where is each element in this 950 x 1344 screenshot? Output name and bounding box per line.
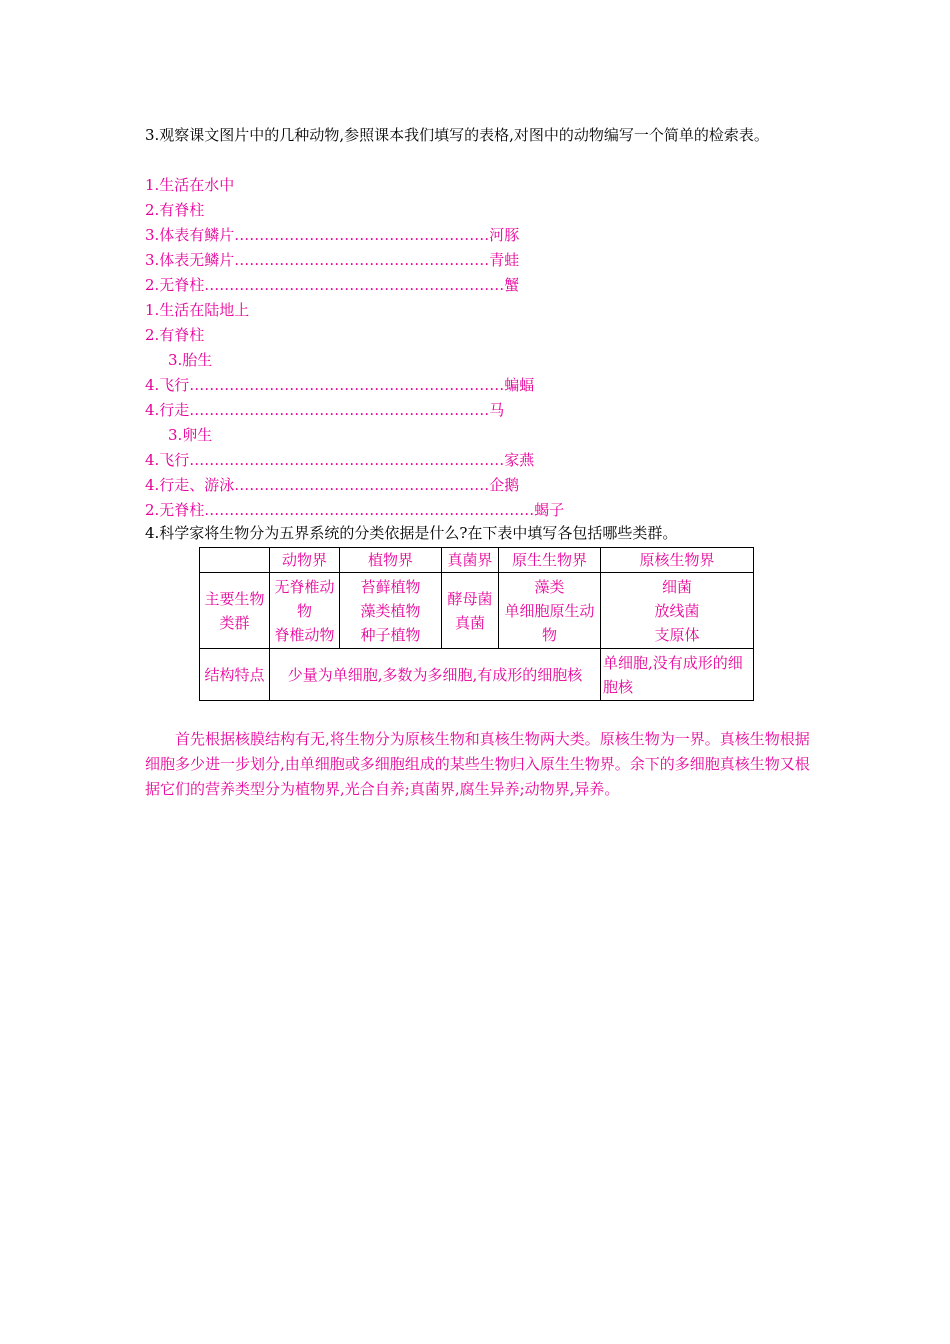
corner-cell <box>200 548 270 573</box>
key-line: 3.体表有鳞片……………………………………………河豚 <box>145 226 520 244</box>
key-line: 4.行走……………………………………………………马 <box>145 401 505 419</box>
key-line: 3.胎生 <box>168 351 213 369</box>
key-line: 2.有脊柱 <box>145 326 205 344</box>
cell-eukaryote-structure: 少量为单细胞,多数为多细胞,有成形的细胞核 <box>270 649 601 701</box>
key-line: 2.无脊柱…………………………………………………………蝎子 <box>145 501 565 519</box>
header-monera: 原核生物界 <box>601 548 754 573</box>
five-kingdom-table <box>199 547 754 701</box>
key-line: 1.生活在陆地上 <box>145 301 250 319</box>
key-line: 4.飞行………………………………………………………家燕 <box>145 451 535 469</box>
header-plant: 植物界 <box>340 548 442 573</box>
key-line: 4.飞行………………………………………………………蝙蝠 <box>145 376 535 394</box>
cell-protista-groups: 藻类 单细胞原生动物 <box>499 573 601 649</box>
question-3: 3.观察课文图片中的几种动物,参照课本我们填写的表格,对图中的动物编写一个简单的检索表。 <box>145 126 769 144</box>
cell-plant-groups: 苔藓植物 藻类植物 种子植物 <box>340 573 442 649</box>
key-line: 2.有脊柱 <box>145 201 205 219</box>
dichotomous-key <box>145 173 564 523</box>
cell-fungi-groups: 酵母菌 真菌 <box>442 573 499 649</box>
cell-monera-groups: 细菌 放线菌 支原体 <box>601 573 754 649</box>
key-line: 3.体表无鳞片……………………………………………青蛙 <box>145 251 520 269</box>
key-line: 2.无脊柱……………………………………………………蟹 <box>145 276 520 294</box>
answer-paragraph: 首先根据核膜结构有无,将生物分为原核生物和真核生物两大类。原核生物为一界。真核生物根据细胞多少进一步划分,由单细胞或多细胞组成的某些生物归入原生生物界。余下的多细胞真核生物又根据它们的营养类型分为植物界,光合自养;真菌界,腐生异养;动物界,异养。 <box>145 730 810 798</box>
key-line: 4.行走、游泳……………………………………………企鹅 <box>145 476 520 494</box>
cell-animal-groups: 无脊椎动物 脊椎动物 <box>270 573 340 649</box>
header-protista: 原生生物界 <box>499 548 601 573</box>
row-label-groups: 主要生物类群 <box>200 573 270 649</box>
row-label-structure: 结构特点 <box>200 649 270 701</box>
header-fungi: 真菌界 <box>442 548 499 573</box>
key-line: 1.生活在水中 <box>145 176 235 194</box>
cell-prokaryote-structure: 单细胞,没有成形的细胞核 <box>601 649 754 701</box>
question-4: 4.科学家将生物分为五界系统的分类依据是什么?在下表中填写各包括哪些类群。 <box>145 524 678 542</box>
header-animal: 动物界 <box>270 548 340 573</box>
key-line: 3.卵生 <box>168 426 213 444</box>
